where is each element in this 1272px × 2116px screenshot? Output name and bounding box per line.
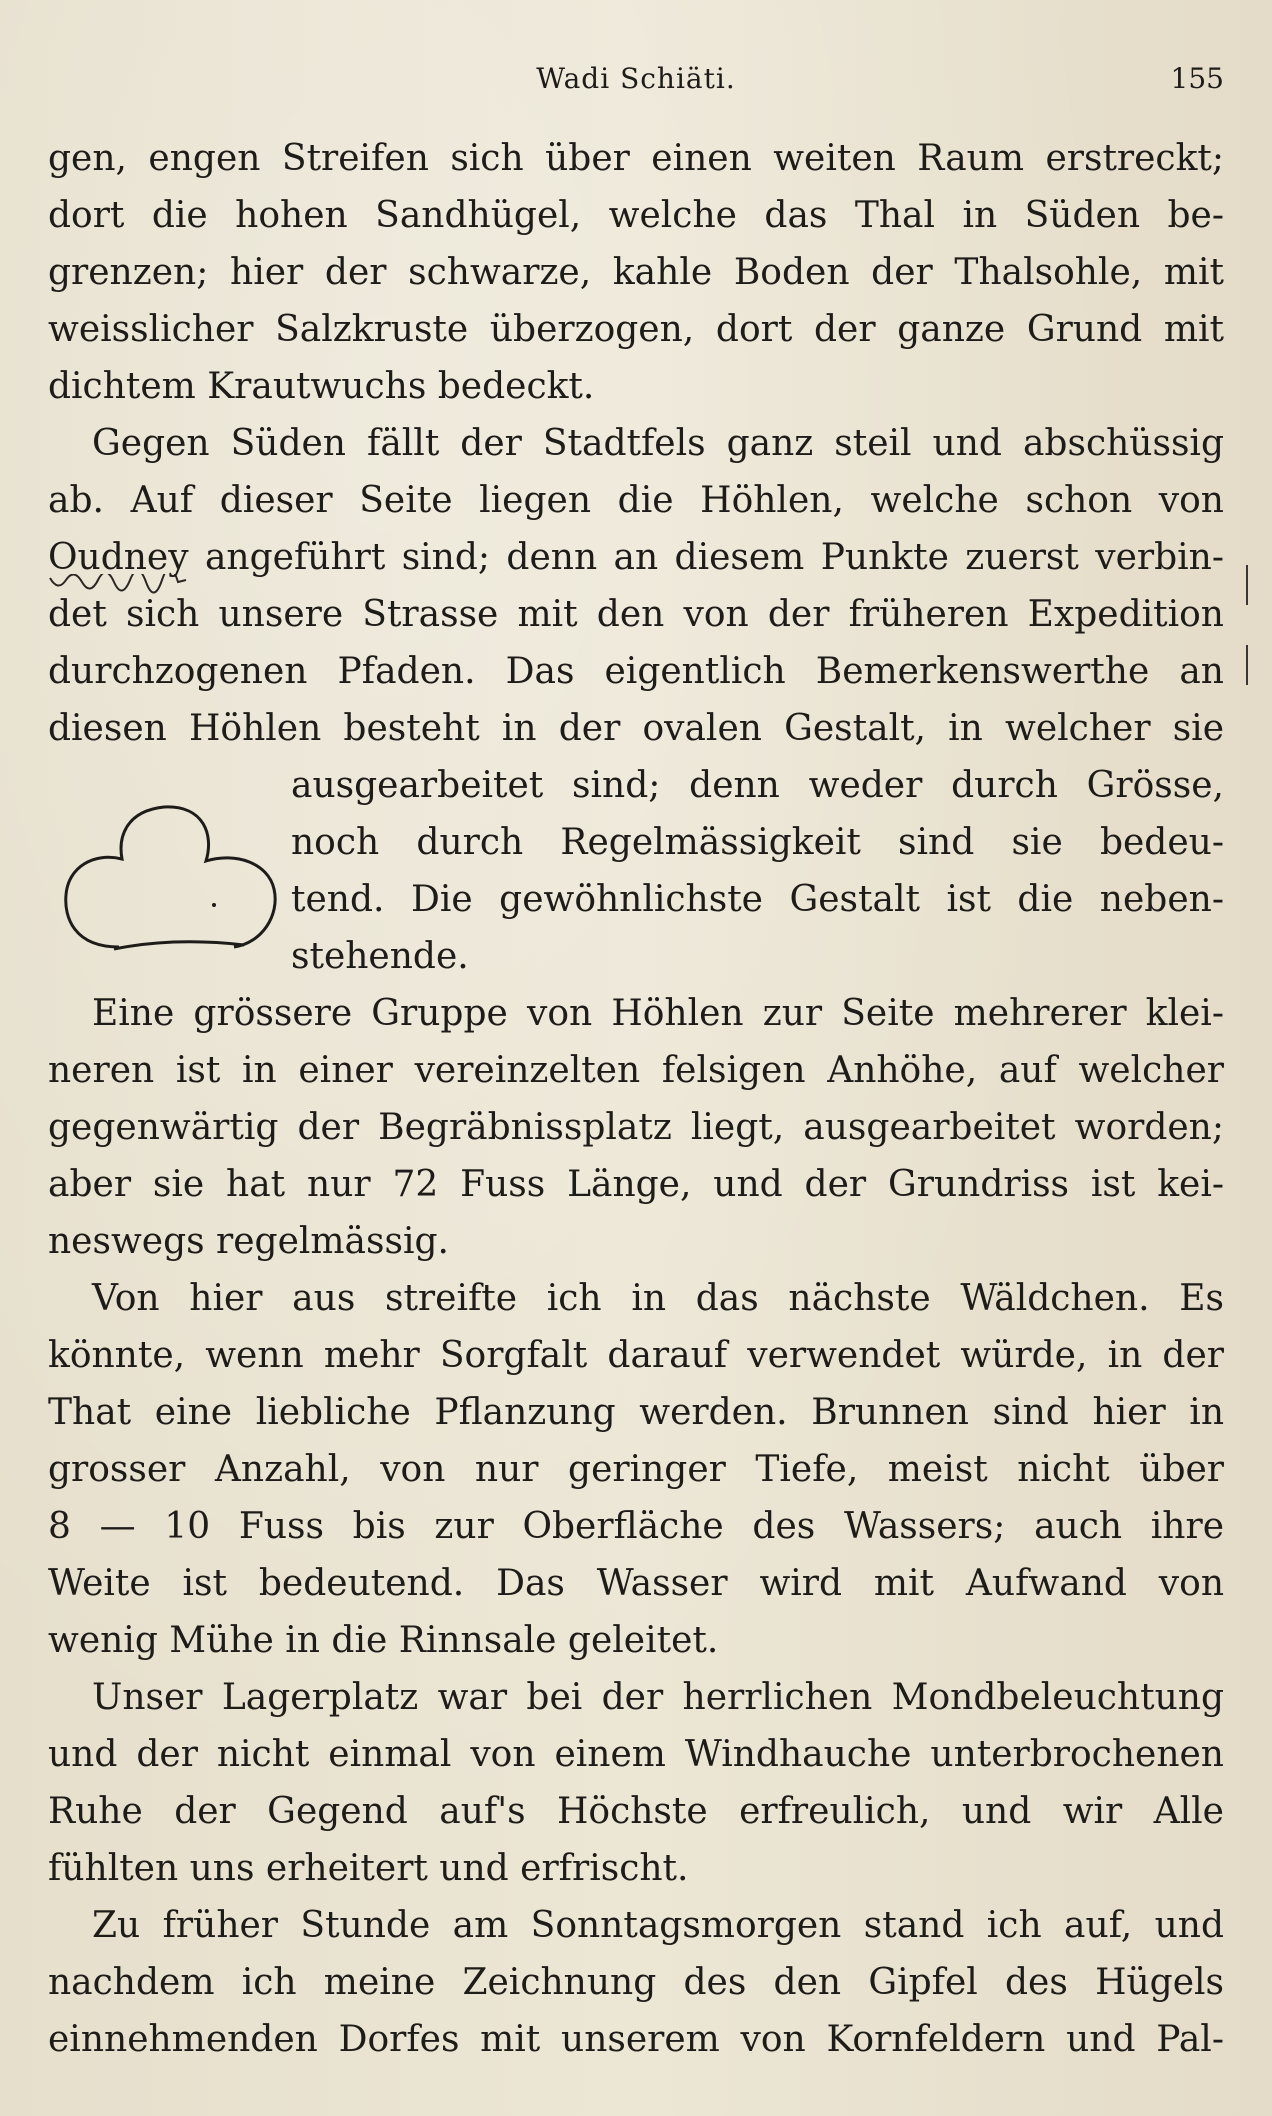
text-line: stehende. xyxy=(291,936,469,977)
text-line: noch durch Regelmässigkeit sind sie bedeu- xyxy=(291,822,1224,863)
text-line: Zu früher Stunde am Sonntagsmorgen stand ich auf, und xyxy=(92,1905,1224,1946)
text-line: aber sie hat nur 72 Fuss Länge, und der Grundriss ist kei- xyxy=(48,1164,1224,1205)
text-line: Ruhe der Gegend auf's Höchste erfreulich, und wir Alle xyxy=(48,1791,1224,1832)
figure-block xyxy=(48,757,1224,985)
text-line: könnte, wenn mehr Sorgfalt darauf verwendet würde, in der xyxy=(48,1335,1224,1376)
trefoil-cave-plan-icon xyxy=(54,797,304,957)
text-line: tend. Die gewöhnlichste Gestalt ist die neben- xyxy=(291,879,1224,920)
text-line: Oudney angeführt sind; denn an diesem Punkte zuerst verbin- xyxy=(48,537,1224,578)
text-line: Weite ist bedeutend. Das Wasser wird mit Aufwand von xyxy=(48,1563,1224,1604)
text-line: einnehmenden Dorfes mit unserem von Kornfeldern und Pal- xyxy=(48,2019,1224,2060)
paragraph-5 xyxy=(48,1669,1224,1897)
text-line: dichtem Krautwuchs bedeckt. xyxy=(48,366,595,407)
text-line: Eine grössere Gruppe von Höhlen zur Seite mehrerer klei- xyxy=(92,993,1224,1034)
paragraph-4 xyxy=(48,1270,1224,1669)
text-line: dort die hohen Sandhügel, welche das Thal in Süden be- xyxy=(48,195,1224,236)
text-line: nachdem ich meine Zeichnung des den Gipfel des Hügels xyxy=(48,1962,1224,2003)
text-line: grosser Anzahl, von nur geringer Tiefe, meist nicht über xyxy=(48,1449,1224,1490)
text-line: und der nicht einmal von einem Windhauche unterbrochenen xyxy=(48,1734,1224,1775)
page-header xyxy=(48,56,1224,106)
text-line: Von hier aus streifte ich in das nächste Wäldchen. Es xyxy=(92,1278,1224,1319)
text-line: gegenwärtig der Begräbnissplatz liegt, ausgearbeitet worden; xyxy=(48,1107,1224,1148)
running-title: Wadi Schiäti. xyxy=(536,62,736,95)
margin-pencil-mark xyxy=(1244,565,1250,685)
text-line: neswegs regelmässig. xyxy=(48,1221,449,1262)
paragraph-3 xyxy=(48,985,1224,1270)
text-line: 8 — 10 Fuss bis zur Oberfläche des Wassers; auch ihre xyxy=(48,1506,1224,1547)
text-line: fühlten uns erheitert und erfrischt. xyxy=(48,1848,689,1889)
text-line: det sich unsere Strasse mit den von der früheren Expedition xyxy=(48,594,1224,635)
text-line: neren ist in einer vereinzelten felsigen Anhöhe, auf welcher xyxy=(48,1050,1224,1091)
text-line: Unser Lagerplatz war bei der herrlichen Mondbeleuchtung xyxy=(92,1677,1224,1718)
text-line: wenig Mühe in die Rinnsale geleitet. xyxy=(48,1620,719,1661)
text-line: grenzen; hier der schwarze, kahle Boden der Thalsohle, mit xyxy=(48,252,1224,293)
figure-caption-text xyxy=(291,757,1224,985)
text-line: diesen Höhlen besteht in der ovalen Gestalt, in welcher sie xyxy=(48,708,1224,749)
paragraph-1 xyxy=(48,130,1224,415)
page-number: 155 xyxy=(1170,62,1224,95)
text-line: gen, engen Streifen sich über einen weiten Raum erstreckt; xyxy=(48,138,1224,179)
text-line: ausgearbeitet sind; denn weder durch Grösse, xyxy=(291,765,1224,806)
text-line: durchzogenen Pfaden. Das eigentlich Bemerkenswerthe an xyxy=(48,651,1224,692)
text-line: weisslicher Salzkruste überzogen, dort der ganze Grund mit xyxy=(48,309,1224,350)
paragraph-6 xyxy=(48,1897,1224,2068)
paragraph-2 xyxy=(48,415,1224,985)
body-text xyxy=(48,130,1224,2068)
text-line: Gegen Süden fällt der Stadtfels ganz steil und abschüssig xyxy=(92,423,1224,464)
text-line: That eine liebliche Pflanzung werden. Brunnen sind hier in xyxy=(48,1392,1224,1433)
text-line: ab. Auf dieser Seite liegen die Höhlen, welche schon von xyxy=(48,480,1224,521)
